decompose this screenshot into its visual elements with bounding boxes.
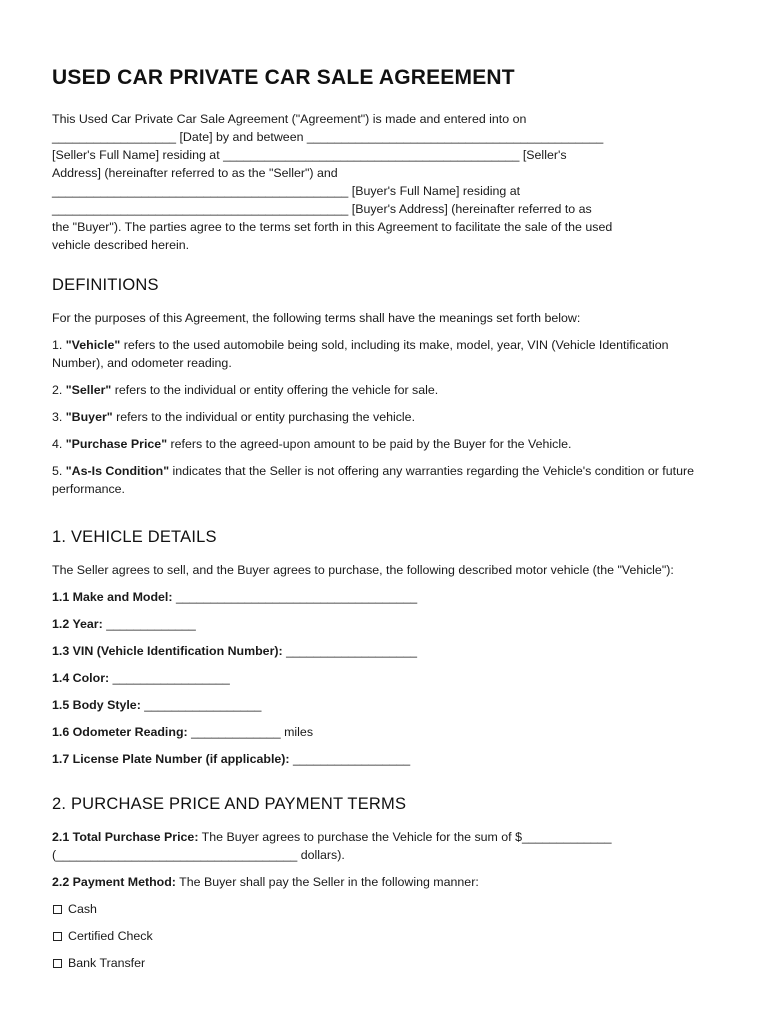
definition-text: refers to the agreed-upon amount to be paid by the Buyer for the Vehicle.	[167, 437, 572, 451]
clause-text: The Buyer agrees to purchase the Vehicle for the sum of $_____________ (___________________________________ dollars).	[52, 830, 612, 862]
clause-label: 2.2 Payment Method:	[52, 875, 176, 889]
checkbox-icon[interactable]	[53, 932, 62, 941]
field-blank[interactable]: _________________	[140, 698, 262, 712]
intro-line: Address] (hereinafter referred to as the "Seller") and	[52, 166, 338, 180]
definition-number: 3.	[52, 410, 66, 424]
field-label: 1.2 Year:	[52, 617, 103, 631]
color-field[interactable]	[52, 669, 718, 687]
payment-option-bank-transfer[interactable]	[52, 954, 718, 972]
definitions-heading: DEFINITIONS	[52, 276, 159, 294]
definition-item	[52, 462, 718, 498]
vehicle-details-lead: The Seller agrees to sell, and the Buyer agrees to purchase, the following described motor vehicle (the "Vehicle"):	[52, 563, 674, 577]
field-blank[interactable]: _____________ miles	[187, 725, 314, 739]
definition-number: 1.	[52, 338, 66, 352]
checkbox-icon[interactable]	[53, 959, 62, 968]
intro-line: [Seller's Full Name] residing at ___________________________________________ [Seller's	[52, 148, 567, 162]
clause-label: 2.1 Total Purchase Price:	[52, 830, 199, 844]
definition-text: refers to the individual or entity purchasing the vehicle.	[112, 410, 416, 424]
field-blank[interactable]: _________________	[109, 671, 230, 685]
field-label: 1.5 Body Style:	[52, 698, 141, 712]
definition-text: indicates that the Seller is not offering any warranties regarding the Vehicle's condition or future performance.	[52, 464, 694, 496]
definition-item	[52, 336, 718, 372]
make-model-field[interactable]	[52, 588, 718, 606]
definition-term: "Vehicle"	[65, 338, 121, 352]
purchase-heading: 2. PURCHASE PRICE AND PAYMENT TERMS	[52, 795, 407, 813]
field-label: 1.6 Odometer Reading:	[52, 725, 188, 739]
definitions-lead: For the purposes of this Agreement, the following terms shall have the meanings set forth below:	[52, 311, 581, 325]
field-blank[interactable]: ___________________	[282, 644, 418, 658]
definition-number: 4.	[52, 437, 66, 451]
payment-option-cash[interactable]	[52, 900, 718, 918]
field-label: 1.3 VIN (Vehicle Identification Number):	[52, 644, 283, 658]
intro-line: __________________ [Date] by and between ___________________________________________	[52, 130, 604, 144]
definition-term: "Buyer"	[65, 410, 113, 424]
odometer-field[interactable]	[52, 723, 718, 741]
intro-line: vehicle described herein.	[52, 238, 190, 252]
vin-field[interactable]	[52, 642, 718, 660]
field-blank[interactable]: ___________________________________	[172, 590, 418, 604]
field-label: 1.4 Color:	[52, 671, 110, 685]
vehicle-details-heading: 1. VEHICLE DETAILS	[52, 528, 217, 546]
total-price-clause[interactable]	[52, 828, 718, 864]
option-label: Certified Check	[68, 929, 153, 943]
option-label: Cash	[68, 902, 97, 916]
document-title: USED CAR PRIVATE CAR SALE AGREEMENT	[52, 66, 515, 89]
intro-line: ___________________________________________ [Buyer's Full Name] residing at	[52, 184, 521, 198]
intro-line: the "Buyer"). The parties agree to the terms set forth in this Agreement to facilitate the sale of the used	[52, 220, 613, 234]
definition-item	[52, 381, 718, 399]
intro-line: ___________________________________________ [Buyer's Address] (hereinafter referred to as	[52, 202, 592, 216]
definition-term: "As-Is Condition"	[65, 464, 170, 478]
definition-number: 2.	[52, 383, 66, 397]
definition-term: "Purchase Price"	[65, 437, 168, 451]
definition-number: 5.	[52, 464, 66, 478]
definition-text: refers to the individual or entity offering the vehicle for sale.	[111, 383, 439, 397]
field-label: 1.1 Make and Model:	[52, 590, 173, 604]
payment-option-certified-check[interactable]	[52, 927, 718, 945]
body-style-field[interactable]	[52, 696, 718, 714]
checkbox-icon[interactable]	[53, 905, 62, 914]
clause-text: The Buyer shall pay the Seller in the following manner:	[175, 875, 479, 889]
license-plate-field[interactable]	[52, 750, 718, 768]
intro-line: This Used Car Private Car Sale Agreement ("Agreement") is made and entered into on	[52, 112, 527, 126]
field-blank[interactable]: _____________	[102, 617, 196, 631]
definition-term: "Seller"	[65, 383, 112, 397]
year-field[interactable]	[52, 615, 718, 633]
intro-paragraph	[52, 110, 718, 254]
option-label: Bank Transfer	[68, 956, 146, 970]
definition-text: refers to the used automobile being sold, including its make, model, year, VIN (Vehicle Identification Number), and odometer reading.	[52, 338, 669, 370]
definition-item	[52, 408, 718, 426]
field-blank[interactable]: _________________	[289, 752, 411, 766]
field-label: 1.7 License Plate Number (if applicable):	[52, 752, 290, 766]
payment-method-clause	[52, 873, 718, 891]
definition-item	[52, 435, 718, 453]
